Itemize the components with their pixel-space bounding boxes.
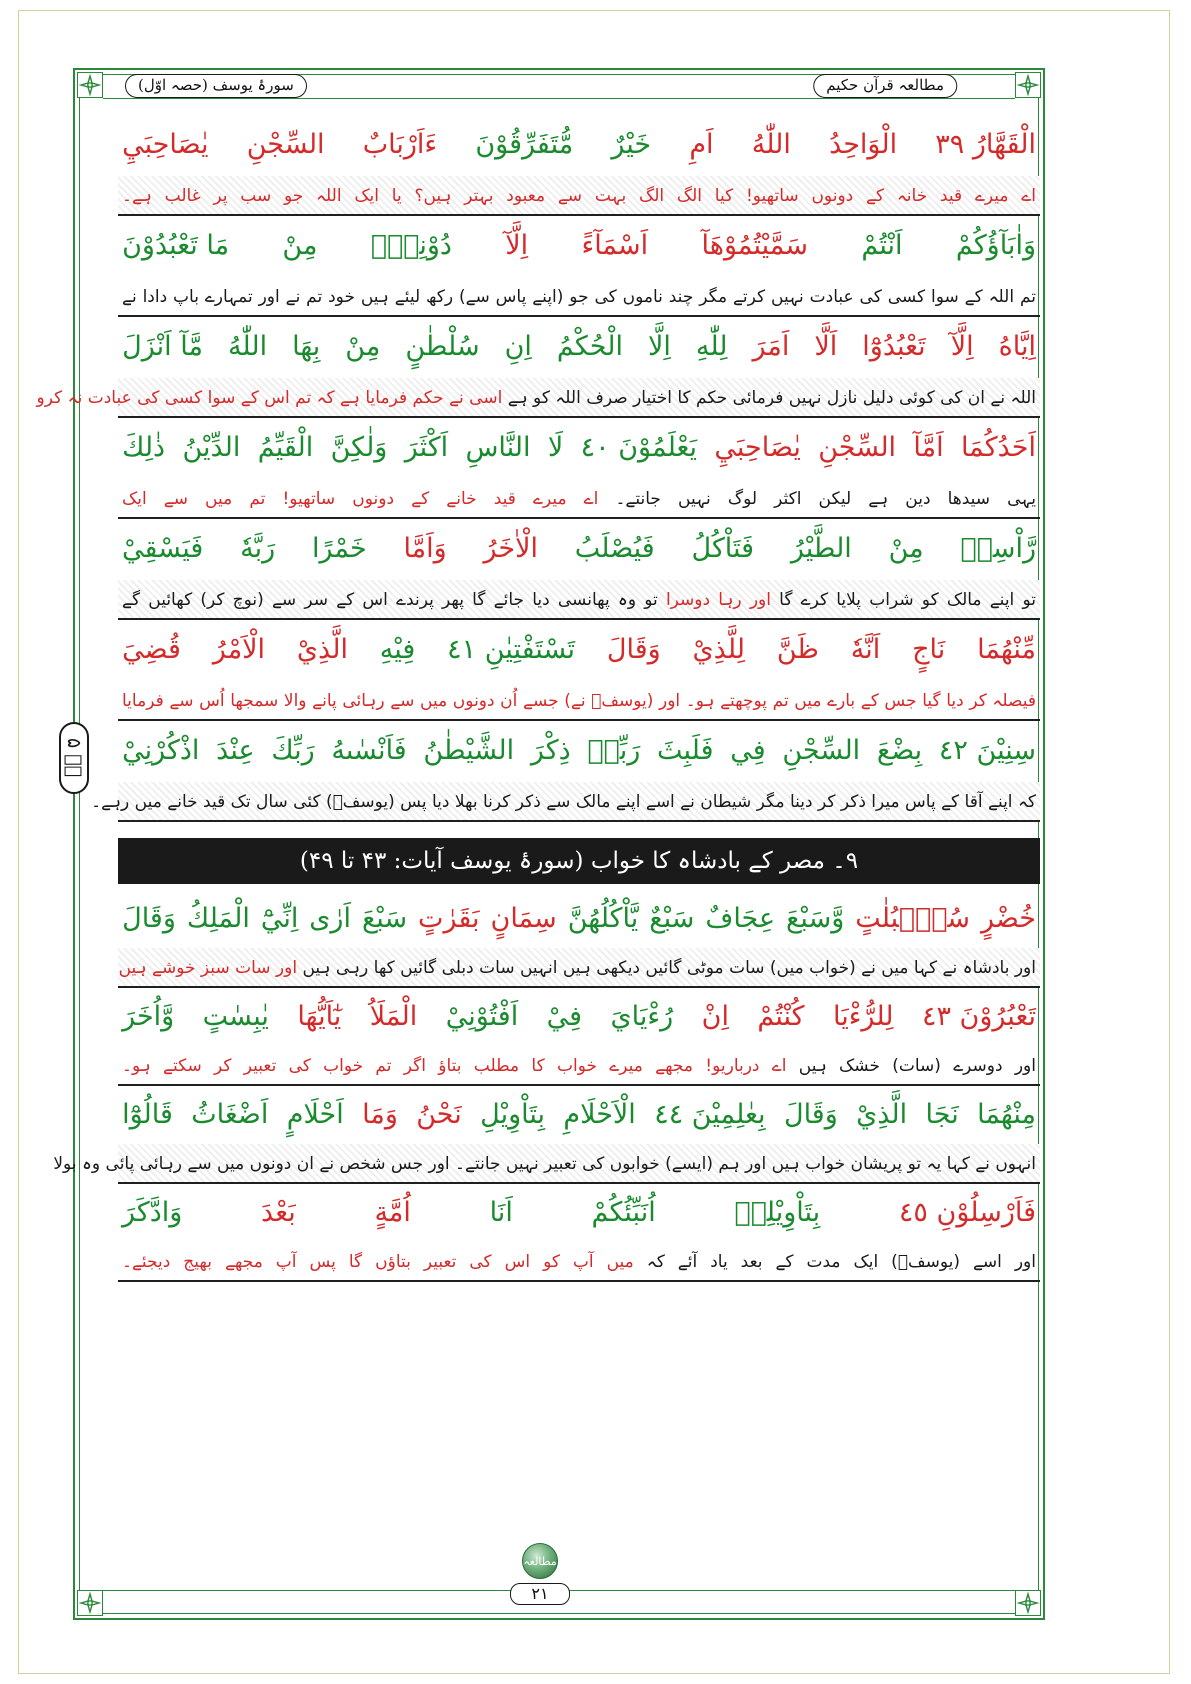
arabic-word: مِّنْهُمَا xyxy=(977,633,1036,665)
page-number: ۲۱ xyxy=(510,1583,570,1605)
arabic-word: وَاٰبَآؤُكُمْ xyxy=(955,229,1036,261)
arabic-word: مِنْهُمَا xyxy=(977,1098,1036,1130)
publisher-medallion: مطالعہ xyxy=(522,1543,558,1579)
arabic-verse-row xyxy=(118,990,1040,1042)
urdu-translation-row xyxy=(118,277,1040,317)
arabic-word: السِّجْنِ xyxy=(246,128,325,160)
arabic-word: اِنِ xyxy=(504,330,532,362)
arabic-word: اُنَبِّئُكُمْ xyxy=(591,1196,656,1228)
arabic-word: بِهَا xyxy=(292,330,321,362)
arabic-word: مِنْ xyxy=(282,229,318,261)
arabic-word: الْمَلَاُ xyxy=(369,1000,418,1032)
arabic-verse-row xyxy=(118,1088,1040,1140)
urdu-translation-row xyxy=(36,378,1040,418)
translation-segment: اور بادشاہ نے کہا میں نے (خواب میں) سات موٹی گائیں دیکھی ہیں انہیں سات دبلی گائیں کھا رہی ہیں xyxy=(297,958,1036,978)
arabic-verse-row xyxy=(118,118,1040,170)
arabic-word: بِعٰلِمِيْنَ ٤٤ xyxy=(654,1098,766,1130)
translation-segment: اور دوسرے (سات) خشک ہیں xyxy=(786,1056,1036,1076)
translation-segment: انہوں نے کہا یہ تو پریشان خواب ہیں اور ہم (ایسے) خوابوں کی تعبیر نہیں جانتے۔ xyxy=(449,1154,1036,1174)
arabic-word: يٰصَاحِبَيِ xyxy=(714,431,801,463)
arabic-word: اَمَّآ xyxy=(913,431,944,463)
arabic-word: يٰبِسٰتٍ xyxy=(202,1000,269,1032)
corner-ornament-icon xyxy=(77,72,103,98)
arabic-word: يٰصَاحِبَيِ xyxy=(122,128,209,160)
arabic-word: اَنَا xyxy=(489,1196,513,1228)
arabic-word: السِّجْنِ xyxy=(818,431,897,463)
arabic-word: اِلَّآ xyxy=(950,330,974,362)
translation-segment: اے درباریو! مجھے میرے خواب کا مطلب بتاؤ اگر تم خواب کی تعبیر کر سکتے ہو۔ xyxy=(122,1056,787,1076)
arabic-word: مُّتَفَرِّقُوْنَ xyxy=(475,128,574,160)
arabic-word: اللّٰهُ xyxy=(227,330,268,362)
arabic-word: فَاَرْسِلُوْنِ ٤٥ xyxy=(898,1196,1036,1228)
section-heading: ۹۔ مصر کے بادشاہ کا خواب (سورۂ یوسف آیات: ۴۳ تا ۴۹) xyxy=(118,838,1040,884)
arabic-word: عِجَافٌ xyxy=(705,902,776,934)
arabic-word: وَّاُخَرَ xyxy=(122,1000,175,1032)
translation-segment: اے میرے قید خانہ کے دونوں ساتھیو! کیا الگ الگ بہت سے معبود بہتر ہیں؟ xyxy=(401,186,1036,206)
arabic-word: وَقَالَ xyxy=(606,633,661,665)
arabic-word: يٰٓاَيُّهَا xyxy=(297,1000,342,1032)
arabic-word: خَيْرٌ xyxy=(611,128,652,160)
arabic-word: اللّٰهُ xyxy=(751,128,791,160)
translation-segment: میں آپ کو اس کی تعبیر بتاؤں گا پس آپ مجھے بھیج دیجئے۔ xyxy=(122,1252,634,1272)
arabic-word: فِي xyxy=(730,734,766,766)
arabic-word: بِتَاْوِيْلِهٖ xyxy=(734,1196,821,1228)
translation-segment: اور (یوسفؑ نے) جسے اُن دونوں میں سے رہائی پانے والا سمجھا اُس سے فرمایا xyxy=(122,691,681,711)
arabic-word: اِنْ xyxy=(701,1000,729,1032)
arabic-word: الطَّيْرُ xyxy=(790,532,852,564)
urdu-translation-row xyxy=(53,1144,1040,1184)
arabic-word: فَتَاْكُلُ xyxy=(691,532,755,564)
arabic-verse-row xyxy=(118,320,1040,372)
arabic-word: فِيْهِ xyxy=(379,633,416,665)
arabic-word: فِيْ xyxy=(546,1000,583,1032)
arabic-word: بِتَاْوِيْلِ xyxy=(480,1098,546,1130)
arabic-word: فَيَسْقِيْ xyxy=(122,532,204,564)
arabic-word: فَيُصْلَبُ xyxy=(574,532,655,564)
arabic-word: تَعْبُرُوْنَ ٤٣ xyxy=(921,1000,1036,1032)
arabic-word: نَجَا xyxy=(925,1098,959,1130)
translation-segment: تم اللہ کے سوا کسی کی عبادت نہیں کرتے مگر چند ناموں کی جو (اپنے پاس سے) رکھ لیئے ہیں xyxy=(354,287,1036,307)
translation-segment: اور رہا دوسرا xyxy=(657,590,771,610)
arabic-word: وَادَّكَرَ xyxy=(122,1196,183,1228)
arabic-verse-row xyxy=(118,522,1040,574)
arabic-verse-row xyxy=(118,623,1040,675)
arabic-word: بِضْعَ xyxy=(876,734,923,766)
translation-segment: یہی سیدھا دین ہے لیکن اکثر لوگ نہیں جانتے۔ xyxy=(598,489,1036,509)
arabic-word: سَبْعَ xyxy=(361,902,408,934)
book-title: مطالعہ قرآن حکیم xyxy=(813,74,957,98)
surah-title: سورۂ یوسف (حصہ اوّل) xyxy=(125,74,307,98)
arabic-word: وَمَا xyxy=(362,1098,398,1130)
arabic-word: قَالُوْٓا xyxy=(122,1098,173,1130)
urdu-translation-row xyxy=(118,580,1040,620)
arabic-word: النَّاسِ xyxy=(465,431,531,463)
arabic-word: رَّاْسِهٖ xyxy=(960,532,1036,564)
arabic-word: اذْكُرْنِيْ xyxy=(122,734,200,766)
ruku-marker: عٖ ۵ xyxy=(59,722,89,794)
arabic-word: سُلْطٰنٍ xyxy=(405,330,480,362)
arabic-word: اِنِّيْٓ xyxy=(260,902,299,934)
translation-segment: اور اسے (یوسفؑ) ایک مدت کے بعد یاد آئے کہ xyxy=(633,1252,1036,1272)
arabic-verse-row xyxy=(118,421,1040,473)
translation-segment: خود تم نے اور تمہارے باپ دادا نے xyxy=(122,287,355,307)
urdu-translation-row xyxy=(118,176,1040,216)
arabic-word: خَمْرًا xyxy=(311,532,367,564)
arabic-word: فَاَنْسٰىهُ xyxy=(331,734,407,766)
arabic-word: اَرٰى xyxy=(309,902,351,934)
arabic-verse-row xyxy=(118,219,1040,271)
urdu-translation-row xyxy=(118,948,1040,988)
arabic-word: الْوَاحِدُ xyxy=(829,128,898,160)
arabic-word: الْحُكْمُ xyxy=(556,330,623,362)
arabic-word: خُضْرٍ xyxy=(980,902,1036,934)
arabic-word: وَلٰكِنَّ xyxy=(330,431,388,463)
arabic-word: السِّجْنِ xyxy=(782,734,861,766)
translation-segment: کہ اپنے آقا کے پاس میرا ذکر کر دینا مگر شیطان نے اسے اپنے مالک سے ذکر کرنا بھلا دیا پس (یوسفؑ) کئی سال تک قید خانے میں رہے۔ xyxy=(91,792,1036,812)
arabic-word: نَحْنُ xyxy=(416,1098,462,1130)
arabic-word: ءَاَرْبَابٌ xyxy=(362,128,438,160)
urdu-translation-row xyxy=(118,1242,1040,1282)
arabic-word: اَضْغَاثُ xyxy=(191,1098,269,1130)
arabic-word: قُضِيَ xyxy=(122,633,181,665)
corner-ornament-icon xyxy=(77,1590,103,1616)
arabic-word: الدِّيْنُ xyxy=(182,431,241,463)
arabic-word: الْاَمْرُ xyxy=(212,633,266,665)
arabic-word: الْاَحْلَامِ xyxy=(563,1098,636,1130)
corner-ornament-icon xyxy=(1015,1590,1041,1616)
arabic-word: مِنْ xyxy=(888,532,924,564)
arabic-word: بَقَرٰتٍ xyxy=(418,902,480,934)
arabic-verse-row xyxy=(118,1186,1040,1238)
arabic-word: اَحَدُكُمَا xyxy=(960,431,1036,463)
arabic-word: رَبِّكَ xyxy=(271,734,315,766)
translation-segment: اللہ نے ان کی کوئی دلیل نازل نہیں فرمائی حکم کا اختیار صرف اللہ کو ہے xyxy=(502,388,1036,408)
translation-segment: اے میرے قید خانے کے دونوں ساتھیو! تم میں سے ایک xyxy=(122,489,599,509)
arabic-word: اَنَّهٗ xyxy=(850,633,881,665)
arabic-word: تَسْتَفْتِيٰنِ ٤١ xyxy=(447,633,576,665)
arabic-word: كُنْتُمْ xyxy=(757,1000,805,1032)
arabic-word: وَّسَبْعَ xyxy=(786,902,845,934)
arabic-word: لِلرُّءْيَا xyxy=(832,1000,894,1032)
arabic-word: الَّذِيْ xyxy=(856,1098,908,1130)
arabic-verse-row xyxy=(118,724,1040,776)
arabic-word: الَّذِيْ xyxy=(296,633,348,665)
urdu-translation-row xyxy=(91,782,1040,822)
arabic-word: بَعْدَ xyxy=(261,1196,296,1228)
arabic-word: اُمَّةٍ xyxy=(374,1196,411,1228)
arabic-word: الْقَيِّمُ xyxy=(257,431,314,463)
arabic-word: سُنْۢبُلٰتٍ xyxy=(855,902,971,934)
arabic-word: نَاجٍ xyxy=(912,633,946,665)
arabic-word: لَا xyxy=(547,431,564,463)
arabic-word: مِنْ xyxy=(345,330,381,362)
arabic-word: اَنْتُمْ xyxy=(861,229,903,261)
translation-segment: اور سات سبز خوشے ہیں xyxy=(118,958,298,978)
arabic-word: لِلّٰهِ xyxy=(695,330,728,362)
urdu-translation-row xyxy=(118,479,1040,519)
arabic-word: سِنِيْنَ ٤٢ xyxy=(938,734,1036,766)
translation-segment: اسی نے حکم فرمایا ہے کہ تم اس کے سوا کسی کی عبادت نہ کرو xyxy=(36,388,503,408)
translation-segment: یا ایک اللہ جو سب پر غالب ہے۔ xyxy=(122,186,402,206)
arabic-word: ذِكْرَ xyxy=(530,734,571,766)
translation-segment: تو اپنے مالک کو شراب پلایا کرے گا xyxy=(770,590,1036,610)
arabic-word: الشَّيْطٰنُ xyxy=(423,734,515,766)
arabic-word: ذٰلِكَ xyxy=(122,431,166,463)
arabic-word: سَبْعٌ xyxy=(649,902,695,934)
arabic-word: فَلَبِثَ xyxy=(657,734,714,766)
corner-ornament-icon xyxy=(1015,72,1041,98)
arabic-word: دُوْنِهٖٓ xyxy=(370,229,452,261)
arabic-word: سَمَّيْتُمُوْهَآ xyxy=(701,229,809,261)
arabic-word: وَقَالَ xyxy=(122,902,176,934)
arabic-word: اِلَّآ xyxy=(505,229,529,261)
header-divider xyxy=(103,98,1015,99)
arabic-word: اَكْثَرَ xyxy=(404,431,449,463)
arabic-word: سِمَانٍ xyxy=(490,902,557,934)
arabic-word: اَلَّا xyxy=(814,330,838,362)
arabic-word: رُءْيَايَ xyxy=(610,1000,674,1032)
arabic-word: يَّاْكُلُهُنَّ xyxy=(567,902,639,934)
arabic-word: اَحْلَامٍ xyxy=(286,1098,344,1130)
arabic-word: اَمَرَ xyxy=(752,330,790,362)
arabic-word: اَفْتُوْنِيْ xyxy=(445,1000,519,1032)
arabic-verse-row xyxy=(118,892,1040,944)
arabic-word: ظَنَّ xyxy=(776,633,819,665)
arabic-word: لِلَّذِيْ xyxy=(692,633,745,665)
arabic-word: وَاَمَّا xyxy=(403,532,447,564)
urdu-translation-row xyxy=(118,1046,1040,1086)
arabic-word: اِلَّا xyxy=(647,330,671,362)
translation-segment: تو وہ پھانسی دیا جائے گا پھر پرندے اس کے سر سے (نوچ کر) کھائیں گے xyxy=(122,590,658,610)
arabic-word: عِنْدَ xyxy=(216,734,255,766)
arabic-word: الْمَلِكُ xyxy=(186,902,250,934)
translation-segment: فیصلہ کر دیا گیا جس کے بارے میں تم پوچھتے ہو۔ xyxy=(680,691,1036,711)
arabic-word: اِيَّاهُ xyxy=(998,330,1036,362)
arabic-word: مَا تَعْبُدُوْنَ xyxy=(122,229,230,261)
arabic-word: رَبِّهٖ xyxy=(587,734,641,766)
arabic-word: رَبَّهٗ xyxy=(240,532,276,564)
arabic-word: اَسْمَآءً xyxy=(581,229,649,261)
arabic-word: مَّآ اَنْزَلَ xyxy=(122,330,203,362)
arabic-word: الْقَهَّارُ ٣٩ xyxy=(935,128,1036,160)
arabic-word: الْاٰخَرُ xyxy=(483,532,538,564)
translation-segment: اور جس شخص نے ان دونوں میں سے رہائی پائی وہ بولا xyxy=(53,1154,450,1174)
arabic-word: اَمِ xyxy=(689,128,714,160)
urdu-translation-row xyxy=(118,681,1040,721)
arabic-word: وَقَالَ xyxy=(783,1098,838,1130)
arabic-word: يَعْلَمُوْنَ ٤٠ xyxy=(580,431,698,463)
arabic-word: تَعْبُدُوْٓا xyxy=(862,330,926,362)
